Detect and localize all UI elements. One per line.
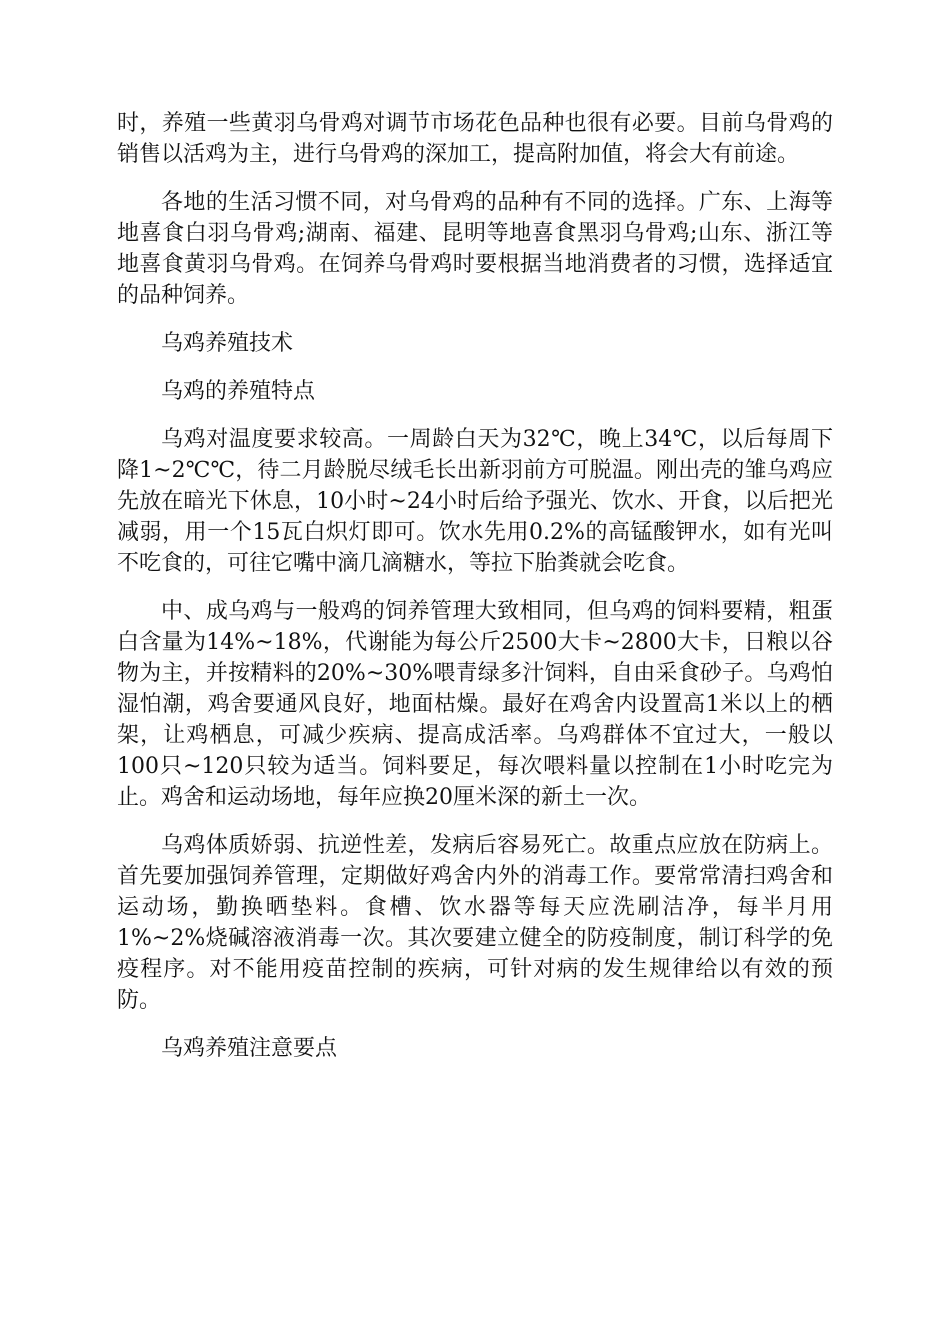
paragraph-disease-prevention: 乌鸡体质娇弱、抗逆性差，发病后容易死亡。故重点应放在防病上。首先要加强饲养管理，定期做好鸡舍内外的消毒工作。要常常清扫鸡舍和运动场，勤换晒垫料。食槽、饮水器等每天应洗刷洁净，每半月用1%~2%烧碱溶液消毒一次。其次要建立健全的防疫制度，制订科学的免疫程序。对不能用疫苗控制的疾病，可针对病的发生规律给以有效的预防。 <box>117 833 833 1013</box>
section-heading-key-points: 乌鸡养殖注意要点 <box>161 1036 338 1061</box>
paragraph-continuation: 时，养殖一些黄羽乌骨鸡对调节市场花色品种也很有必要。目前乌骨鸡的销售以活鸡为主，进行乌骨鸡的深加工，提高附加值，将会大有前途。 <box>117 111 833 167</box>
section-heading-breeding-features: 乌鸡的养殖特点 <box>161 379 316 404</box>
paragraph-feeding-management: 中、成乌鸡与一般鸡的饲养管理大致相同，但乌鸡的饲料要精，粗蛋白含量为14%~18%，代谢能为每公斤2500大卡~2800大卡，日粮以谷物为主，并按精料的20%~30%喂青绿多汁饲料，自由采食砂子。乌鸡怕湿怕潮，鸡舍要通风良好，地面枯燥。最好在鸡舍内设置高1米以上的栖架，让鸡栖息，可减少疾病、提高成活率。乌鸡群体不宜过大，一般以100只~120只较为适当。饲料要足，每次喂料量以控制在1小时吃完为止。鸡舍和运动场地，每年应换20厘米深的新土一次。 <box>117 599 833 810</box>
document-page <box>117 108 833 1081</box>
paragraph-regional-preferences: 各地的生活习惯不同，对乌骨鸡的品种有不同的选择。广东、上海等地喜食白羽乌骨鸡;湖南、福建、昆明等地喜食黑羽乌骨鸡;山东、浙江等地喜食黄羽乌骨鸡。在饲养乌骨鸡时要根据当地消费者的习惯，选择适宜的品种饲养。 <box>117 190 833 308</box>
paragraph-temperature: 乌鸡对温度要求较高。一周龄白天为32℃，晚上34℃，以后每周下降1~2℃℃，待二月龄脱尽绒毛长出新羽前方可脱温。刚出壳的雏乌鸡应先放在暗光下休息，10小时~24小时后给予强光、饮水、开食，以后把光减弱，用一个15瓦白炽灯即可。饮水先用0.2%的高锰酸钾水，如有光叫不吃食的，可往它嘴中滴几滴糖水，等拉下胎粪就会吃食。 <box>117 427 833 576</box>
section-heading-breeding-technique: 乌鸡养殖技术 <box>161 331 294 356</box>
